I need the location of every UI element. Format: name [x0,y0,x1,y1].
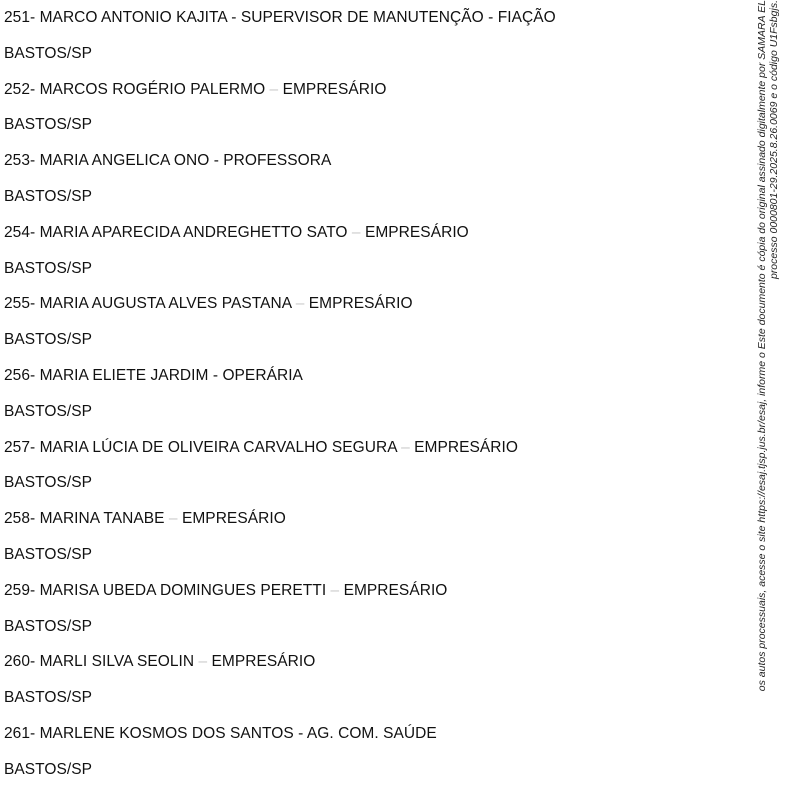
entry-city: BASTOS/SP [4,331,93,349]
entry-name-line [4,215,744,251]
margin-certification-note [756,0,796,782]
entry-occupation: EMPRESÁRIO [308,295,413,313]
entry-person-name: MARCO ANTONIO KAJITA [39,9,227,26]
entry-number-hyphen: - [30,223,40,241]
entry-person-name: MARIA ELIETE JARDIM [39,366,209,384]
entry-separator: – [330,581,340,599]
entry-city: BASTOS/SP [4,44,93,62]
entry-number-hyphen: - [30,438,40,456]
entry-name-line [4,573,744,609]
entry-separator: - [213,152,219,170]
entry-occupation: EMPRESÁRIO [414,438,518,456]
entry-person-name: MARISA UBEDA DOMINGUES PERETTI [39,581,327,599]
entry-name-line [4,430,744,466]
entry-number-hyphen: - [30,366,40,384]
entry-number: 261 [4,724,31,742]
entry-separator: - [298,724,304,742]
entry-number-hyphen: - [30,152,40,170]
entry-separator: – [168,510,178,528]
entry-separator: – [269,80,279,98]
entry-number: 257 [4,438,31,456]
entry-number: 260 [4,653,31,671]
margin-note-text [756,0,796,782]
entry-person-name: MARCOS ROGÉRIO PALERMO [39,80,266,98]
entry-city: BASTOS/SP [4,617,93,635]
entry-city: BASTOS/SP [4,402,93,420]
entry-name-line [4,0,744,36]
entry-person-name: MARINA TANABE [39,510,165,528]
entry-occupation: AG. COM. SAÚDE [306,724,437,742]
entry-occupation: PROFESSORA [223,152,332,170]
entry-name-line [4,72,744,108]
entry-number: 259 [4,581,31,599]
entry-person-name: MARIA ANGELICA ONO [39,152,210,170]
entry-number: 251 [4,9,31,26]
entry-number: 252 [4,80,31,98]
margin-note-line-1: os autos processuais, acesse o site https://esaj.tjsp.jus.br/esaj, informe o Este documento é cópia do original assinado digitalmente por SAMARA EL [756,0,768,692]
entry-occupation: EMPRESÁRIO [364,223,469,241]
entry-occupation: SUPERVISOR DE MANUTENÇÃO - FIAÇÃO [240,9,556,26]
entry-separator: – [401,438,410,456]
entry-separator: - [231,9,237,26]
entry-number-hyphen: - [30,9,40,26]
entry-person-name: MARIA APARECIDA ANDREGHETTO SATO [39,223,348,241]
entry-number: 258 [4,510,31,528]
margin-note-line-2: processo 0000801-29.2025.8.26.0069 e o código U1Fsbgjs. [768,0,780,280]
entry-city: BASTOS/SP [4,474,93,492]
entry-number-hyphen: - [30,80,40,98]
entry-person-name: MARLI SILVA SEOLIN [39,653,195,671]
entry-separator: – [351,223,361,241]
entry-number: 253 [4,152,31,170]
entry-number-hyphen: - [30,295,40,313]
entry-name-line [4,286,744,322]
witness-list [4,0,744,788]
entry-occupation: EMPRESÁRIO [343,581,448,599]
entry-city: BASTOS/SP [4,116,93,134]
entry-occupation: EMPRESÁRIO [181,510,286,528]
entry-occupation: EMPRESÁRIO [211,653,316,671]
entry-name-line [4,501,744,537]
entry-city: BASTOS/SP [4,259,93,277]
entry-city: BASTOS/SP [4,545,93,563]
entry-name-line [4,358,744,394]
entry-name-line [4,143,744,179]
entry-city: BASTOS/SP [4,187,93,205]
entry-number-hyphen: - [30,653,40,671]
entry-number-hyphen: - [30,510,40,528]
entry-name-line [4,716,744,752]
entry-number-hyphen: - [30,581,40,599]
entry-person-name: MARIA LÚCIA DE OLIVEIRA CARVALHO SEGURA [39,438,397,456]
entry-occupation: EMPRESÁRIO [282,80,387,98]
entry-separator: – [295,295,305,313]
entry-occupation: OPERÁRIA [222,366,303,384]
entry-separator: - [212,366,219,384]
entry-city: BASTOS/SP [4,689,93,707]
entry-person-name: MARLENE KOSMOS DOS SANTOS [39,724,294,742]
entry-number: 256 [4,366,31,384]
entry-number-hyphen: - [30,724,40,742]
entry-number: 254 [4,223,31,241]
entry-number: 255 [4,295,31,313]
entry-city: BASTOS/SP [4,760,93,778]
entry-separator: – [198,653,208,671]
entry-name-line [4,644,744,680]
entry-person-name: MARIA AUGUSTA ALVES PASTANA [39,295,292,313]
